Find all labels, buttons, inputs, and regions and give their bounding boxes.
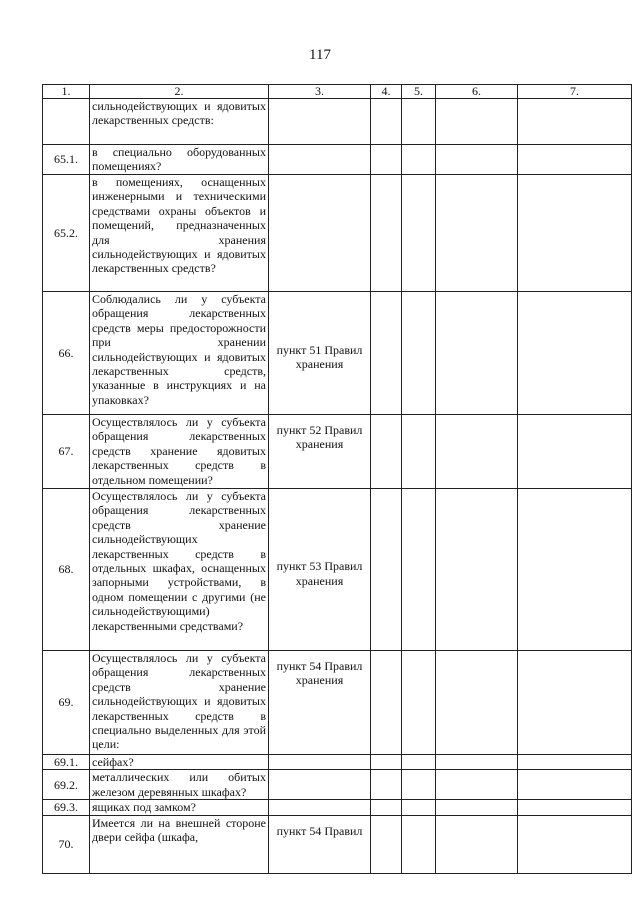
row-question: Осуществлялось ли у субъекта обращения лекарственных средств хранение ядовитых лекарственных средств в отдельном помещении? — [90, 415, 269, 489]
column-header: 1. — [43, 85, 90, 99]
row-number: 68. — [43, 489, 90, 651]
empty-cell — [371, 145, 402, 175]
empty-cell — [436, 292, 518, 415]
empty-cell — [436, 755, 518, 770]
empty-cell — [402, 175, 436, 292]
table-row — [43, 770, 632, 800]
row-reference — [269, 800, 371, 815]
empty-cell — [402, 489, 436, 651]
column-header: 4. — [371, 85, 402, 99]
empty-cell — [518, 815, 632, 873]
row-question: в специально оборудованных помещениях? — [90, 145, 269, 175]
row-question: в помещениях, оснащенных инженерными и техническими средствами охраны объектов и помещений, предназначенных для хранения сильнодействующих и ядовитых лекарственных средств? — [90, 175, 269, 292]
column-header: 6. — [436, 85, 518, 99]
row-reference — [269, 175, 371, 292]
table-row — [43, 489, 632, 651]
empty-cell — [371, 415, 402, 489]
row-number: 69. — [43, 651, 90, 755]
empty-cell — [436, 651, 518, 755]
row-number: 67. — [43, 415, 90, 489]
row-question: сейфах? — [90, 755, 269, 770]
table-row — [43, 145, 632, 175]
row-number — [43, 99, 90, 145]
empty-cell — [371, 99, 402, 145]
empty-cell — [402, 800, 436, 815]
row-number: 65.2. — [43, 175, 90, 292]
row-question: сильнодействующих и ядовитых лекарственных средств: — [90, 99, 269, 145]
row-question: Осуществлялось ли у субъекта обращения лекарственных средств хранение сильнодействующих и ядовитых лекарственных средств в специально выделенных для этой цели: — [90, 651, 269, 755]
empty-cell — [402, 415, 436, 489]
empty-cell — [371, 651, 402, 755]
empty-cell — [402, 815, 436, 873]
row-reference: пункт 51 Правил хранения — [269, 292, 371, 415]
table-row — [43, 415, 632, 489]
row-number: 69.1. — [43, 755, 90, 770]
column-header: 5. — [402, 85, 436, 99]
empty-cell — [436, 99, 518, 145]
empty-cell — [518, 489, 632, 651]
empty-cell — [436, 815, 518, 873]
empty-cell — [402, 770, 436, 800]
empty-cell — [402, 755, 436, 770]
row-number: 69.3. — [43, 800, 90, 815]
row-question: Соблюдались ли у субъекта обращения лекарственных средств меры предосторожности при хранении сильнодействующих и ядовитых лекарственных средств, указанные в инструкциях и на упаковках? — [90, 292, 269, 415]
empty-cell — [436, 145, 518, 175]
row-reference — [269, 145, 371, 175]
row-reference — [269, 99, 371, 145]
row-number: 70. — [43, 815, 90, 873]
column-header: 3. — [269, 85, 371, 99]
page-number: 117 — [309, 47, 331, 63]
empty-cell — [518, 651, 632, 755]
empty-cell — [436, 175, 518, 292]
row-reference — [269, 755, 371, 770]
row-number: 69.2. — [43, 770, 90, 800]
table-row — [43, 292, 632, 415]
empty-cell — [371, 489, 402, 651]
empty-cell — [518, 755, 632, 770]
table-row — [43, 800, 632, 815]
empty-cell — [402, 292, 436, 415]
table-row — [43, 99, 632, 145]
row-reference — [269, 770, 371, 800]
empty-cell — [402, 145, 436, 175]
empty-cell — [518, 145, 632, 175]
empty-cell — [436, 800, 518, 815]
empty-cell — [518, 99, 632, 145]
table-row — [43, 175, 632, 292]
row-reference: пункт 54 Правил хранения — [269, 651, 371, 755]
column-header: 2. — [90, 85, 269, 99]
empty-cell — [436, 415, 518, 489]
row-question: металлических или обитых железом деревянных шкафах? — [90, 770, 269, 800]
empty-cell — [518, 175, 632, 292]
empty-cell — [371, 755, 402, 770]
row-number: 66. — [43, 292, 90, 415]
empty-cell — [402, 99, 436, 145]
row-question: Осуществлялось ли у субъекта обращения лекарственных средств хранение сильнодействующих лекарственных средств в отдельных шкафах, оснащенных запорными устройствами, в одном помещении с другими (не сильнодействующими) лекарственными средствами? — [90, 489, 269, 651]
checklist-table — [42, 84, 632, 874]
empty-cell — [518, 292, 632, 415]
empty-cell — [436, 770, 518, 800]
row-question: Имеется ли на внешней стороне двери сейфа (шкафа, — [90, 815, 269, 873]
table-row — [43, 755, 632, 770]
empty-cell — [371, 800, 402, 815]
table-row — [43, 651, 632, 755]
empty-cell — [518, 415, 632, 489]
empty-cell — [371, 770, 402, 800]
row-reference: пункт 52 Правил хранения — [269, 415, 371, 489]
row-number: 65.1. — [43, 145, 90, 175]
table-header-row — [43, 85, 632, 99]
empty-cell — [518, 800, 632, 815]
empty-cell — [371, 175, 402, 292]
empty-cell — [436, 489, 518, 651]
empty-cell — [402, 651, 436, 755]
empty-cell — [518, 770, 632, 800]
row-reference: пункт 53 Правил хранения — [269, 489, 371, 651]
row-question: ящиках под замком? — [90, 800, 269, 815]
empty-cell — [371, 292, 402, 415]
column-header: 7. — [518, 85, 632, 99]
table-row — [43, 815, 632, 873]
row-reference: пункт 54 Правил — [269, 815, 371, 873]
empty-cell — [371, 815, 402, 873]
